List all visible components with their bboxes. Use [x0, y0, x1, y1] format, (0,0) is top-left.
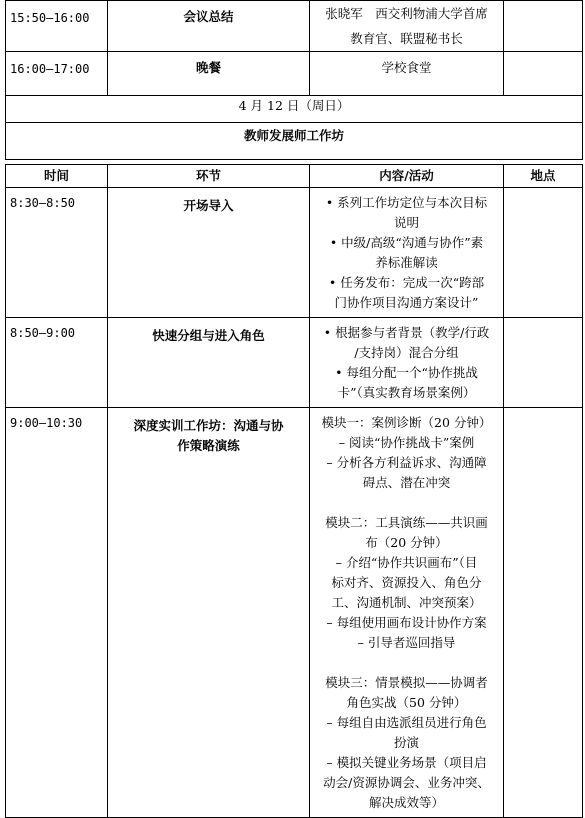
content-line: 张晓军 西交利物浦大学首席 [325, 6, 488, 21]
list-item: 模块一：案例诊断（20 分钟） [321, 415, 492, 430]
module-two-list [316, 513, 497, 653]
module-one-list [316, 413, 497, 493]
time-cell: 9:00–10:30 [6, 408, 108, 818]
date-cell: 4 月 12 日（周日） [6, 96, 583, 123]
location-cell [504, 318, 583, 408]
time-cell: 15:50–16:00 [6, 1, 108, 52]
location-cell [504, 188, 583, 318]
table-row [6, 408, 583, 818]
date-row [6, 96, 583, 123]
content-cell: 学校食堂 [310, 52, 504, 96]
list-item: • 系列工作坊定位与本次目标 [325, 195, 488, 210]
list-item: 门协作项目沟通方案设计” [334, 295, 479, 310]
list-item: 卡”（真实教育场景案例） [337, 385, 476, 400]
list-item: • 根据参与者背景（教学/行政 [323, 325, 490, 340]
list-item: • 任务发布：完成一次“跨部 [328, 275, 485, 290]
table-row [6, 318, 583, 408]
session-cell [108, 408, 310, 818]
list-item: • 每组分配一个“协作挑战 [335, 365, 478, 380]
list-item: 说明 [393, 215, 419, 230]
time-cell: 16:00–17:00 [6, 52, 108, 96]
session-line: 深度实训工作坊：沟通与协 [133, 418, 284, 433]
section-row [6, 123, 583, 160]
session-cell: 晚餐 [108, 52, 310, 96]
list-item: – 分析各方利益诉求、沟通障 [326, 455, 487, 470]
list-item: 工、沟通机制、冲突预案） [331, 595, 482, 610]
content-cell [310, 188, 504, 318]
header-session: 环节 [108, 165, 310, 188]
content-list [316, 323, 497, 403]
list-item: 碍点、潜在冲突 [362, 475, 451, 490]
list-item: 标对齐、资源投入、角色分 [331, 575, 482, 590]
workshop-table [5, 164, 583, 818]
header-content: 内容/活动 [310, 165, 504, 188]
list-item: 模块三：情景模拟——协调者 [325, 675, 488, 690]
list-item: 解决成效等） [368, 795, 444, 810]
time-cell: 8:50–9:00 [6, 318, 108, 408]
table-row [6, 188, 583, 318]
location-cell [504, 52, 583, 96]
header-time: 时间 [6, 165, 108, 188]
list-item: 角色实战（50 分钟） [346, 695, 467, 710]
list-item: 养标准解读 [375, 255, 438, 270]
list-item: 扮演 [393, 735, 419, 750]
location-cell [504, 1, 583, 52]
list-item: – 介绍“协作共识画布”（目 [335, 555, 478, 570]
content-cell [310, 408, 504, 818]
table-row [6, 1, 583, 52]
session-cell: 开场导入 [108, 188, 310, 318]
content-list [316, 193, 497, 313]
session-cell: 会议总结 [108, 1, 310, 52]
list-item: – 每组自由选派组员进行角色 [326, 715, 487, 730]
section-title: 教师发展师工作坊 [6, 123, 583, 160]
location-cell [504, 408, 583, 818]
agenda-top-table [5, 0, 583, 160]
content-cell [310, 1, 504, 52]
table-row [6, 52, 583, 96]
list-item: 动会/资源协调会、业务冲突、 [323, 775, 490, 790]
list-item: /支持岗）混合分组 [354, 345, 459, 360]
list-item: • 中级/高级“沟通与协作”素 [329, 235, 484, 250]
content-cell [310, 318, 504, 408]
list-item: 模块二：工具演练——共识画 [325, 515, 488, 530]
list-item: – 引导者巡回指导 [357, 635, 456, 650]
header-location: 地点 [504, 165, 583, 188]
module-three-list [316, 673, 497, 813]
header-row [6, 165, 583, 188]
time-cell: 8:30–8:50 [6, 188, 108, 318]
list-item: – 模拟关键业务场景（项目启 [326, 755, 487, 770]
list-item: – 阅读“协作挑战卡”案例 [338, 435, 475, 450]
list-item: 布（20 分钟） [365, 535, 448, 550]
agenda-document [5, 0, 582, 818]
session-cell: 快速分组与进入角色 [108, 318, 310, 408]
session-line: 作策略演练 [177, 438, 240, 453]
content-line: 教育官、联盟秘书长 [350, 31, 463, 46]
list-item: – 每组使用画布设计协作方案 [326, 615, 487, 630]
